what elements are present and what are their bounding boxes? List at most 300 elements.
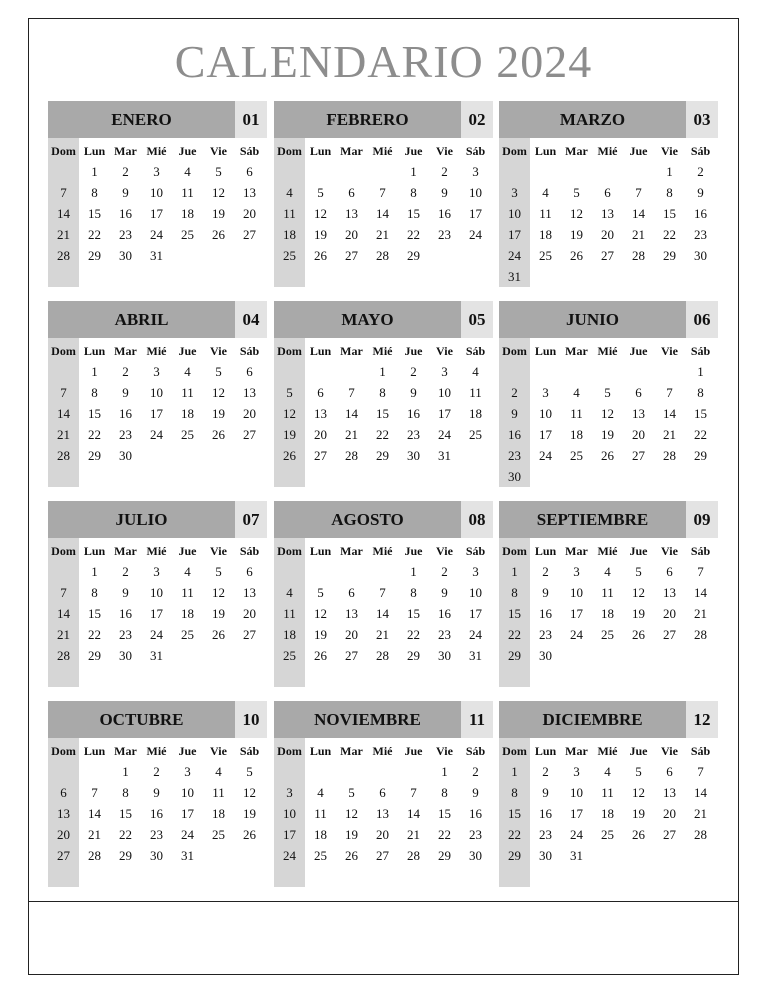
day-cell: 18 [212, 806, 225, 821]
month-number: 11 [461, 701, 493, 738]
weekday-label: Vie [436, 344, 453, 358]
day-cell: 7 [91, 785, 98, 800]
day-cell: 5 [604, 385, 611, 400]
day-cell: 23 [508, 448, 521, 463]
weekday-label: Lun [534, 544, 557, 558]
day-cell: 20 [314, 427, 327, 442]
day-cell: 19 [314, 227, 327, 242]
day-cell: 11 [181, 385, 194, 400]
weekday-label: Dom [51, 744, 76, 758]
day-cell: 7 [60, 185, 67, 200]
day-cell: 6 [246, 164, 253, 179]
weekday-header-row [48, 741, 267, 761]
day-cell: 3 [153, 364, 160, 379]
day-cell: 14 [376, 606, 389, 621]
day-cell: 4 [286, 185, 293, 200]
day-cell: 17 [150, 406, 163, 421]
day-cell: 24 [570, 627, 583, 642]
day-cell: 2 [122, 164, 129, 179]
day-cell: 8 [441, 785, 448, 800]
day-cell: 11 [601, 585, 614, 600]
weekday-label: Sáb [239, 344, 260, 358]
day-cell: 10 [283, 806, 296, 821]
day-cell: 13 [57, 806, 70, 821]
day-cell: 8 [697, 385, 704, 400]
day-cell: 25 [181, 627, 194, 642]
day-cell: 6 [348, 585, 355, 600]
month-number: 03 [686, 101, 718, 138]
day-cell: 17 [508, 227, 521, 242]
day-cell: 13 [663, 785, 676, 800]
day-cell: 26 [314, 648, 327, 663]
weekday-label: Dom [51, 544, 76, 558]
month-block [274, 501, 493, 687]
day-cell: 4 [472, 364, 479, 379]
month-block [499, 701, 718, 887]
day-cell: 14 [632, 206, 645, 221]
day-cell: 14 [407, 806, 420, 821]
month-header [274, 301, 493, 338]
day-cell: 21 [376, 627, 389, 642]
day-cell: 19 [314, 627, 327, 642]
day-cell: 31 [570, 848, 583, 863]
weekday-header-row [274, 541, 493, 561]
weekday-label: Mié [372, 544, 393, 558]
weekday-label: Mié [372, 744, 393, 758]
day-cell: 24 [150, 427, 163, 442]
day-cell: 28 [632, 248, 645, 263]
day-cell: 28 [57, 248, 70, 263]
day-cell: 10 [469, 585, 482, 600]
day-cell: 11 [181, 585, 194, 600]
day-cell: 26 [601, 448, 614, 463]
month-name: DICIEMBRE [499, 701, 686, 738]
day-cell: 21 [407, 827, 420, 842]
day-cell: 6 [666, 764, 673, 779]
day-cell: 31 [469, 648, 482, 663]
day-cell: 20 [345, 627, 358, 642]
day-cell: 17 [570, 606, 583, 621]
weekday-label: Mié [372, 144, 393, 158]
day-cell: 7 [697, 764, 704, 779]
day-cell: 21 [88, 827, 101, 842]
month-header [48, 301, 267, 338]
day-cell: 10 [150, 585, 163, 600]
month-name: ENERO [48, 101, 235, 138]
day-cell: 13 [601, 206, 614, 221]
weekday-label: Mar [114, 744, 137, 758]
day-cell: 22 [663, 227, 676, 242]
day-cell: 2 [122, 564, 129, 579]
day-cell: 8 [410, 585, 417, 600]
day-cell: 22 [88, 427, 101, 442]
day-cell: 24 [508, 248, 521, 263]
day-cell: 14 [345, 406, 358, 421]
month-name: SEPTIEMBRE [499, 501, 686, 538]
day-cell: 3 [573, 564, 580, 579]
month-number: 10 [235, 701, 267, 738]
weekday-label: Mié [146, 744, 167, 758]
day-cell: 26 [570, 248, 583, 263]
weekday-label: Jue [629, 344, 648, 358]
weekday-label: Lun [83, 544, 106, 558]
day-cell: 16 [119, 606, 132, 621]
day-cell: 21 [632, 227, 645, 242]
weekday-label: Sáb [239, 744, 260, 758]
weekday-label: Lun [534, 744, 557, 758]
month-header [48, 701, 267, 738]
day-cell: 19 [632, 806, 645, 821]
day-cell: 29 [407, 248, 420, 263]
day-cell: 10 [150, 185, 163, 200]
month-block [499, 101, 718, 287]
day-cell: 27 [345, 648, 358, 663]
day-cell: 21 [57, 627, 70, 642]
day-cell: 12 [243, 785, 256, 800]
day-cell: 7 [410, 785, 417, 800]
day-cell: 17 [469, 206, 482, 221]
days-grid [48, 761, 267, 887]
day-cell: 14 [57, 406, 70, 421]
day-cell: 28 [694, 827, 707, 842]
weekday-label: Vie [436, 144, 453, 158]
day-cell: 3 [573, 764, 580, 779]
day-cell: 4 [604, 564, 611, 579]
weekday-label: Jue [629, 744, 648, 758]
weekday-header-row [274, 141, 493, 161]
day-cell: 8 [379, 385, 386, 400]
day-cell: 19 [243, 806, 256, 821]
day-cell: 29 [508, 648, 521, 663]
month-block [48, 101, 267, 287]
days-grid [499, 561, 718, 687]
day-cell: 2 [410, 364, 417, 379]
day-cell: 23 [119, 427, 132, 442]
day-cell: 22 [376, 427, 389, 442]
day-cell: 12 [345, 806, 358, 821]
day-cell: 3 [184, 764, 191, 779]
day-cell: 24 [570, 827, 583, 842]
day-cell: 8 [91, 185, 98, 200]
day-cell: 5 [215, 164, 222, 179]
day-cell: 15 [88, 206, 101, 221]
day-cell: 25 [570, 448, 583, 463]
day-cell: 23 [150, 827, 163, 842]
day-cell: 18 [601, 806, 614, 821]
weekday-label: Lun [534, 344, 557, 358]
day-cell: 19 [212, 606, 225, 621]
day-cell: 28 [376, 248, 389, 263]
footer-divider [28, 901, 739, 902]
day-cell: 19 [632, 606, 645, 621]
day-cell: 27 [632, 448, 645, 463]
notes-area [29, 903, 738, 974]
day-cell: 18 [283, 227, 296, 242]
day-cell: 6 [246, 364, 253, 379]
day-cell: 17 [469, 606, 482, 621]
day-cell: 15 [119, 806, 132, 821]
day-cell: 29 [694, 448, 707, 463]
month-name: JULIO [48, 501, 235, 538]
weekday-label: Dom [51, 144, 76, 158]
day-cell: 16 [469, 806, 482, 821]
weekday-header-row [274, 341, 493, 361]
weekday-label: Dom [277, 744, 302, 758]
month-name: NOVIEMBRE [274, 701, 461, 738]
weekday-label: Dom [277, 144, 302, 158]
day-cell: 11 [283, 606, 296, 621]
day-cell: 29 [88, 448, 101, 463]
day-cell: 22 [88, 227, 101, 242]
day-cell: 20 [663, 806, 676, 821]
weekday-label: Jue [178, 144, 197, 158]
day-cell: 31 [181, 848, 194, 863]
day-cell: 1 [379, 364, 386, 379]
day-cell: 15 [694, 406, 707, 421]
weekday-label: Vie [436, 544, 453, 558]
weekday-label: Sáb [239, 144, 260, 158]
day-cell: 18 [181, 206, 194, 221]
day-cell: 1 [91, 564, 98, 579]
day-cell: 9 [511, 406, 518, 421]
day-cell: 30 [119, 248, 132, 263]
day-cell: 4 [184, 364, 191, 379]
day-cell: 21 [376, 227, 389, 242]
day-cell: 30 [150, 848, 163, 863]
day-cell: 22 [119, 827, 132, 842]
day-cell: 15 [376, 406, 389, 421]
day-cell: 13 [345, 206, 358, 221]
weekday-label: Jue [629, 144, 648, 158]
day-cell: 17 [539, 427, 552, 442]
day-cell: 29 [119, 848, 132, 863]
weekday-header-row [274, 741, 493, 761]
day-cell: 3 [441, 364, 448, 379]
day-cell: 27 [243, 227, 256, 242]
day-cell: 27 [601, 248, 614, 263]
month-header [274, 101, 493, 138]
day-cell: 12 [283, 406, 296, 421]
day-cell: 29 [376, 448, 389, 463]
day-cell: 16 [508, 427, 521, 442]
day-cell: 10 [469, 185, 482, 200]
day-cell: 22 [508, 627, 521, 642]
day-cell: 24 [150, 227, 163, 242]
month-block [48, 501, 267, 687]
day-cell: 20 [632, 427, 645, 442]
day-cell: 4 [286, 585, 293, 600]
day-cell: 6 [666, 564, 673, 579]
day-cell: 11 [570, 406, 583, 421]
day-cell: 16 [694, 206, 707, 221]
weekday-label: Mar [340, 344, 363, 358]
day-cell: 13 [243, 385, 256, 400]
day-cell: 20 [243, 606, 256, 621]
day-cell: 25 [283, 648, 296, 663]
day-cell: 16 [438, 606, 451, 621]
day-cell: 16 [539, 806, 552, 821]
day-cell: 25 [283, 248, 296, 263]
day-cell: 23 [539, 827, 552, 842]
day-cell: 27 [314, 448, 327, 463]
day-cell: 10 [508, 206, 521, 221]
month-number: 05 [461, 301, 493, 338]
day-cell: 9 [441, 585, 448, 600]
day-cell: 12 [601, 406, 614, 421]
day-cell: 5 [286, 385, 293, 400]
day-cell: 6 [379, 785, 386, 800]
day-cell: 1 [697, 364, 704, 379]
day-cell: 9 [542, 785, 549, 800]
day-cell: 13 [632, 406, 645, 421]
weekday-label: Sáb [239, 544, 260, 558]
day-cell: 3 [542, 385, 549, 400]
weekday-label: Mié [597, 544, 618, 558]
weekday-header-row [499, 741, 718, 761]
day-cell: 16 [119, 406, 132, 421]
weekday-label: Lun [309, 344, 332, 358]
day-cell: 31 [438, 448, 451, 463]
weekday-label: Vie [661, 544, 678, 558]
day-cell: 30 [119, 648, 132, 663]
weekday-label: Mar [340, 544, 363, 558]
day-cell: 3 [472, 164, 479, 179]
day-cell: 5 [317, 185, 324, 200]
weekday-label: Lun [83, 144, 106, 158]
day-cell: 24 [469, 627, 482, 642]
day-cell: 18 [469, 406, 482, 421]
weekday-label: Jue [629, 544, 648, 558]
day-cell: 2 [441, 164, 448, 179]
days-grid [48, 361, 267, 487]
day-cell: 17 [150, 606, 163, 621]
day-cell: 20 [243, 406, 256, 421]
day-cell: 22 [508, 827, 521, 842]
day-cell: 14 [57, 606, 70, 621]
day-cell: 14 [57, 206, 70, 221]
day-cell: 9 [122, 185, 129, 200]
day-cell: 15 [88, 606, 101, 621]
days-grid [499, 761, 718, 887]
day-cell: 9 [410, 385, 417, 400]
day-cell: 16 [539, 606, 552, 621]
day-cell: 25 [212, 827, 225, 842]
day-cell: 18 [539, 227, 552, 242]
weekday-label: Mié [146, 544, 167, 558]
day-cell: 1 [511, 564, 518, 579]
day-cell: 19 [283, 427, 296, 442]
month-header [48, 101, 267, 138]
day-cell: 19 [212, 406, 225, 421]
month-header [499, 501, 718, 538]
month-number: 01 [235, 101, 267, 138]
weekday-label: Vie [210, 544, 227, 558]
day-cell: 18 [314, 827, 327, 842]
day-cell: 28 [57, 648, 70, 663]
day-cell: 23 [119, 627, 132, 642]
day-cell: 30 [539, 648, 552, 663]
day-cell: 19 [345, 827, 358, 842]
weekday-label: Vie [210, 344, 227, 358]
day-cell: 25 [601, 827, 614, 842]
day-cell: 3 [153, 164, 160, 179]
days-grid [274, 361, 493, 487]
day-cell: 24 [469, 227, 482, 242]
day-cell: 29 [508, 848, 521, 863]
day-cell: 25 [539, 248, 552, 263]
day-cell: 18 [181, 606, 194, 621]
day-cell: 3 [286, 785, 293, 800]
weekday-label: Mar [565, 344, 588, 358]
day-cell: 15 [508, 606, 521, 621]
day-cell: 27 [376, 848, 389, 863]
weekday-header-row [499, 541, 718, 561]
weekday-label: Mar [114, 544, 137, 558]
day-cell: 8 [666, 185, 673, 200]
day-cell: 31 [508, 269, 521, 284]
day-cell: 21 [57, 227, 70, 242]
day-cell: 25 [314, 848, 327, 863]
day-cell: 24 [181, 827, 194, 842]
day-cell: 1 [91, 364, 98, 379]
day-cell: 13 [314, 406, 327, 421]
day-cell: 10 [570, 585, 583, 600]
day-cell: 25 [181, 427, 194, 442]
weekday-label: Vie [661, 344, 678, 358]
day-cell: 18 [283, 627, 296, 642]
weekday-label: Mar [565, 544, 588, 558]
weekday-label: Jue [404, 744, 423, 758]
weekday-label: Sáb [690, 544, 711, 558]
day-cell: 28 [694, 627, 707, 642]
page-title: CALENDARIO 2024 [174, 36, 593, 87]
day-cell: 23 [407, 427, 420, 442]
weekday-label: Sáb [465, 744, 486, 758]
day-cell: 28 [57, 448, 70, 463]
day-cell: 4 [573, 385, 580, 400]
day-cell: 14 [694, 785, 707, 800]
day-cell: 8 [91, 585, 98, 600]
day-cell: 1 [410, 164, 417, 179]
day-cell: 5 [635, 764, 642, 779]
month-name: MAYO [274, 301, 461, 338]
day-cell: 26 [212, 627, 225, 642]
weekday-label: Vie [436, 744, 453, 758]
weekday-label: Dom [51, 344, 76, 358]
weekday-label: Vie [210, 144, 227, 158]
day-cell: 21 [57, 427, 70, 442]
weekday-label: Dom [502, 744, 527, 758]
day-cell: 7 [60, 585, 67, 600]
weekday-label: Mar [340, 144, 363, 158]
weekday-label: Sáb [690, 144, 711, 158]
day-cell: 30 [539, 848, 552, 863]
day-cell: 26 [243, 827, 256, 842]
month-number: 08 [461, 501, 493, 538]
weekday-label: Mié [597, 744, 618, 758]
month-header [499, 301, 718, 338]
weekday-label: Mié [597, 144, 618, 158]
day-cell: 9 [122, 385, 129, 400]
day-cell: 16 [438, 206, 451, 221]
day-cell: 2 [472, 764, 479, 779]
day-cell: 29 [88, 248, 101, 263]
day-cell: 6 [604, 185, 611, 200]
day-cell: 24 [438, 427, 451, 442]
day-cell: 7 [379, 185, 386, 200]
weekday-label: Jue [178, 544, 197, 558]
days-grid [274, 761, 493, 887]
